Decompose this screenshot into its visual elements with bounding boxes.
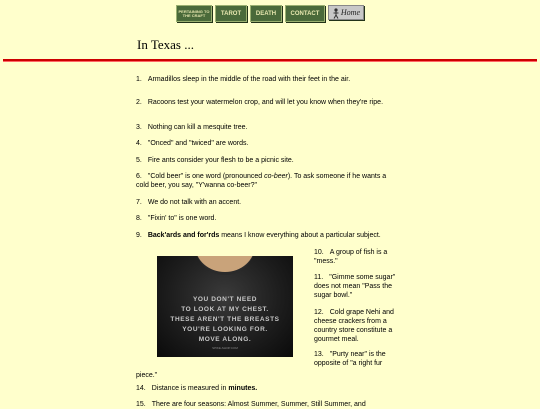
shirt-text-line: TO LOOK AT MY CHEST.	[181, 306, 269, 313]
list-item	[136, 231, 381, 240]
item-text: "Cold beer" is one word (pronounced	[147, 173, 265, 180]
item-bold: Back'ards and for'rds	[147, 232, 220, 239]
item-text: Cold grape Nehi and cheese crackers from a country store constitute a gourmet meal.	[314, 309, 394, 343]
shirt-text-line: MOVE ALONG.	[198, 336, 252, 343]
home-label: Home	[340, 7, 360, 17]
list-item	[136, 198, 241, 207]
item-number: 5.	[136, 157, 142, 164]
item-number: 3.	[136, 124, 142, 131]
item-number: 7.	[136, 199, 142, 206]
item-text: "Fixin' to" is one word.	[147, 215, 217, 222]
list-item	[314, 273, 406, 300]
item-bold: minutes.	[228, 385, 258, 392]
item-text: A group of fish is a "mess."	[314, 249, 388, 265]
nav-button-tarot[interactable]: TAROT	[215, 5, 247, 22]
item-text: piece."	[136, 372, 158, 379]
list-item	[314, 248, 406, 266]
nav-button-death[interactable]: DEATH	[250, 5, 282, 22]
page-title: In Texas ...	[137, 37, 194, 52]
list-item	[314, 308, 406, 344]
list-item	[136, 139, 248, 148]
item-number: 14.	[136, 385, 146, 392]
item-text: Racoons test your watermelon crop, and will let you know when they're ripe.	[147, 99, 384, 106]
list-item	[136, 384, 257, 393]
nav-button-home[interactable]	[328, 5, 364, 20]
list-item	[136, 98, 392, 107]
item-number: 13.	[314, 351, 324, 358]
item-number: 8.	[136, 215, 142, 222]
item-number: 9.	[136, 232, 142, 239]
list-item	[314, 350, 406, 368]
shirt-text-line: THESE AREN'T THE BREASTS	[170, 316, 280, 323]
home-figure-icon	[332, 8, 340, 19]
item-text: "Onced" and "twiced" are words.	[147, 140, 249, 147]
item-number: 11.	[314, 274, 324, 281]
nav-button-contact[interactable]: CONTACT	[285, 5, 325, 22]
item-text: Fire ants consider your flesh to be a picnic site.	[147, 157, 294, 164]
list-item	[136, 172, 392, 190]
item-text: We do not talk with an accent.	[147, 199, 242, 206]
shirt-text-line: YOU'RE LOOKING FOR.	[182, 326, 268, 333]
nav-button-craft[interactable]: PERTAINING TO THE CRAFT	[176, 5, 212, 22]
item-text: Distance is measured in	[151, 385, 229, 392]
photo-neckline	[195, 256, 255, 275]
item-text: ). To ask someone if he wants a cold beer, you say, "Y'wanna co-beer?"	[136, 173, 387, 189]
shirt-text-line: YOU DON'T NEED	[192, 296, 258, 303]
item-text: "Gimme some sugar" does not mean "Pass the sugar bowl."	[314, 274, 396, 299]
item-text: Armadillos sleep in the middle of the road with their feet in the air.	[147, 76, 351, 83]
item-number: 15.	[136, 401, 146, 408]
item-number: 4.	[136, 140, 142, 147]
list-item	[136, 371, 157, 380]
shirt-small-text: SPIKE-SHOP.COM	[212, 346, 238, 350]
nav-bar	[176, 5, 364, 22]
item-emphasis: co-beer	[264, 173, 288, 180]
item-number: 1.	[136, 76, 142, 83]
item-text: means I know everything about a particular subject.	[219, 232, 381, 239]
list-item	[136, 156, 294, 165]
list-item	[136, 214, 216, 223]
item-number: 10.	[314, 249, 324, 256]
item-text: There are four seasons: Almost Summer, Summer, Still Summer, and	[151, 401, 366, 408]
item-number: 6.	[136, 173, 142, 180]
item-number: 12.	[314, 309, 324, 316]
item-number: 2.	[136, 99, 142, 106]
list-item	[136, 123, 247, 132]
divider	[3, 59, 537, 62]
tshirt-photo	[157, 256, 293, 357]
item-text: "Purty near" is the opposite of "a right fur	[314, 351, 386, 367]
item-text: Nothing can kill a mesquite tree.	[147, 124, 248, 131]
list-item	[136, 75, 350, 84]
